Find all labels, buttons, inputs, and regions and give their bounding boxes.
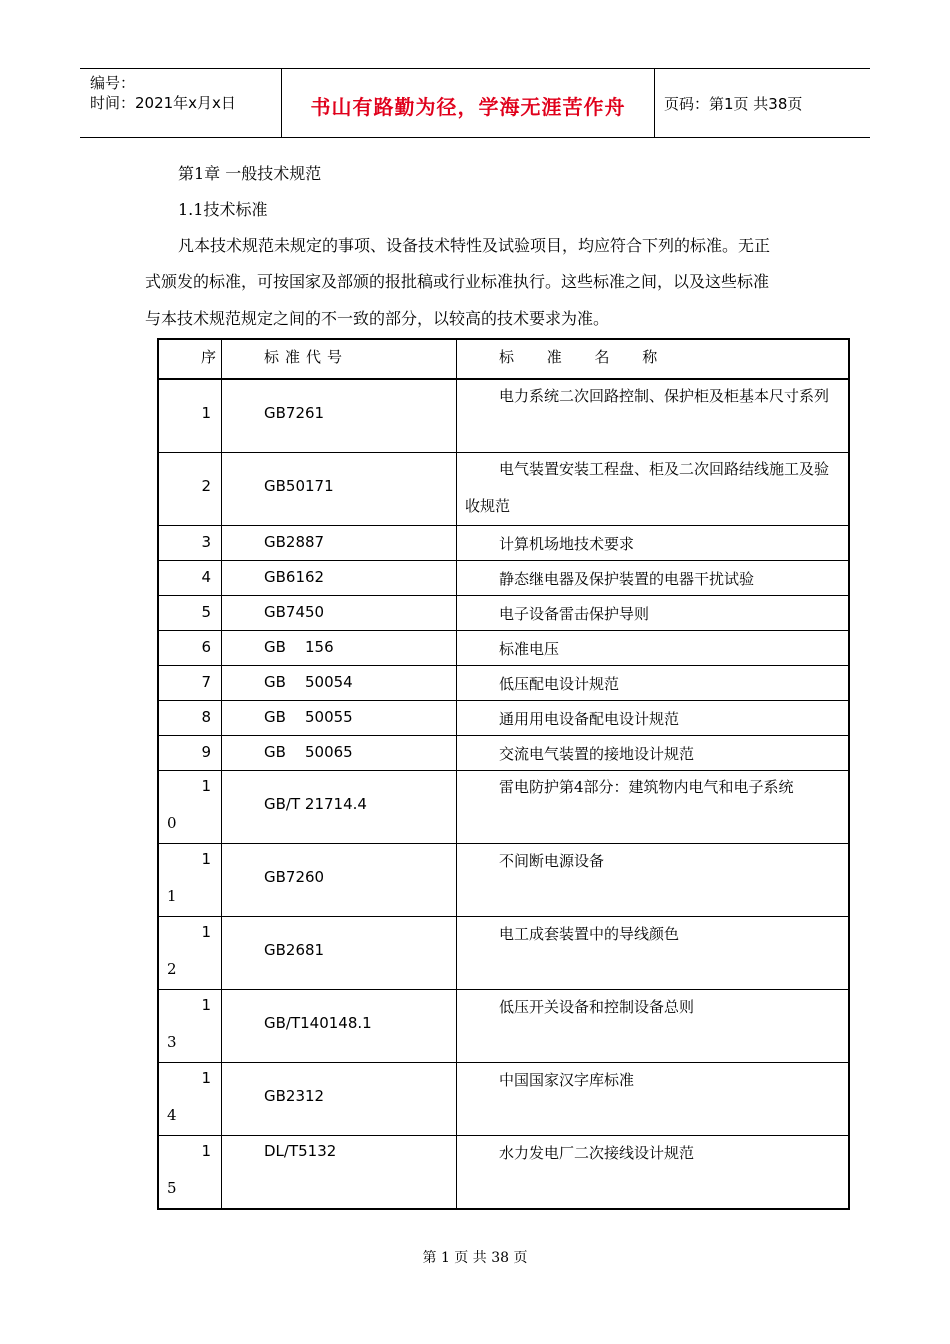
- table-row: [158, 1136, 849, 1210]
- standards-table: [157, 338, 850, 1210]
- row-number-cell: [158, 526, 222, 561]
- table-body: [158, 379, 849, 1209]
- standard-code: GB6162: [264, 568, 325, 586]
- table-row: [158, 453, 849, 526]
- row-code-cell: [222, 844, 457, 917]
- standard-name: 交流电气装置的接地设计规范: [499, 745, 695, 763]
- standard-name: 不间断电源设备: [499, 852, 605, 870]
- row-number-cell: [158, 631, 222, 666]
- row-name-cell: [457, 596, 850, 631]
- header-divider: [654, 69, 655, 137]
- time-label: 时间：2021年x月x日: [90, 94, 236, 112]
- row-code-cell: [222, 379, 457, 453]
- row-name-cell: [457, 917, 850, 990]
- standard-name: 电气装置安装工程盘、柜及二次回路结线施工及验收规范: [465, 460, 830, 515]
- row-number-wrap: 1: [167, 887, 177, 905]
- header-page-label: 页码：第1页 共38页: [664, 95, 803, 113]
- row-code-cell: [222, 736, 457, 771]
- row-code-cell: [222, 917, 457, 990]
- row-number: 1: [201, 777, 211, 795]
- standard-name: 雷电防护第4部分：建筑物内电气和电子系统: [499, 778, 794, 796]
- table-row: [158, 561, 849, 596]
- row-number-cell: [158, 1136, 222, 1210]
- table-row: [158, 666, 849, 701]
- chapter-title: 第1章 一般技术规范: [178, 164, 322, 183]
- row-number-wrap: 0: [167, 814, 177, 832]
- row-number: 4: [201, 568, 211, 586]
- table-row: [158, 596, 849, 631]
- row-number: 9: [201, 743, 211, 761]
- standard-code: GB 50065: [264, 743, 353, 761]
- row-number: 1: [201, 1069, 211, 1087]
- paragraph-line: 式颁发的标准，可按国家及部颁的报批稿或行业标准执行。这些标准之间，以及这些标准: [145, 272, 770, 291]
- row-code-cell: [222, 631, 457, 666]
- row-name-cell: [457, 666, 850, 701]
- standard-code: GB/T140148.1: [264, 1014, 372, 1032]
- standard-code: GB7260: [264, 868, 325, 886]
- standard-name: 电力系统二次回路控制、保护柜及柜基本尺寸系列: [499, 387, 830, 405]
- row-number: 6: [201, 638, 211, 656]
- row-number-cell: [158, 990, 222, 1063]
- standard-code: GB 50054: [264, 673, 353, 691]
- row-name-cell: [457, 453, 850, 526]
- row-name-cell: [457, 1136, 850, 1210]
- row-number-wrap: 5: [167, 1179, 177, 1197]
- table-row: [158, 736, 849, 771]
- header-motto: 书山有路勤为径，学海无涯苦作舟: [310, 95, 626, 119]
- standard-code: GB 156: [264, 638, 334, 656]
- row-code-cell: [222, 990, 457, 1063]
- row-name-cell: [457, 379, 850, 453]
- table-row: [158, 379, 849, 453]
- header-cell-code: 标准代号: [222, 339, 457, 379]
- table-row: [158, 917, 849, 990]
- row-number-cell: [158, 771, 222, 844]
- table-row: [158, 771, 849, 844]
- standard-code: GB/T 21714.4: [264, 795, 367, 813]
- row-code-cell: [222, 453, 457, 526]
- row-code-cell: [222, 1136, 457, 1210]
- header-meta: [90, 73, 236, 113]
- row-number-cell: [158, 596, 222, 631]
- row-number-wrap: 2: [167, 960, 177, 978]
- row-name-cell: [457, 701, 850, 736]
- row-number: 1: [201, 923, 211, 941]
- standard-name: 通用用电设备配电设计规范: [499, 710, 680, 728]
- standard-name: 低压开关设备和控制设备总则: [499, 998, 695, 1016]
- standard-name: 标准电压: [499, 640, 560, 658]
- number-label: 编号：: [90, 74, 136, 92]
- paragraph-line: 凡本技术规范未规定的事项、设备技术特性及试验项目，均应符合下列的标准。无正: [178, 236, 771, 255]
- row-code-cell: [222, 666, 457, 701]
- paragraph-line: 与本技术规范规定之间的不一致的部分，以较高的技术要求为准。: [145, 309, 610, 328]
- row-number: 2: [201, 477, 211, 495]
- row-number-cell: [158, 701, 222, 736]
- row-number: 1: [201, 850, 211, 868]
- header-cell-name: 标 准 名 称: [457, 339, 850, 379]
- row-code-cell: [222, 701, 457, 736]
- row-number: 5: [201, 603, 211, 621]
- row-number-cell: [158, 917, 222, 990]
- page-footer: 第 1 页 共 38 页: [422, 1250, 528, 1266]
- standard-name: 中国国家汉字库标准: [499, 1071, 635, 1089]
- table-row: [158, 990, 849, 1063]
- row-name-cell: [457, 561, 850, 596]
- page-header: [80, 68, 870, 138]
- standard-name: 电工成套装置中的导线颜色: [499, 925, 680, 943]
- row-number: 8: [201, 708, 211, 726]
- row-number: 7: [201, 673, 211, 691]
- table-row: [158, 844, 849, 917]
- row-code-cell: [222, 596, 457, 631]
- standard-code: GB7261: [264, 404, 325, 422]
- row-number-cell: [158, 453, 222, 526]
- standard-code: GB2681: [264, 941, 325, 959]
- section-title: 1.1技术标准: [178, 200, 268, 219]
- standard-name: 电子设备雷击保护导则: [499, 605, 650, 623]
- standard-name: 低压配电设计规范: [499, 675, 620, 693]
- header-cell-no: 序: [158, 339, 222, 379]
- row-name-cell: [457, 844, 850, 917]
- row-name-cell: [457, 990, 850, 1063]
- row-name-cell: [457, 771, 850, 844]
- standard-code: GB 50055: [264, 708, 353, 726]
- row-number-cell: [158, 561, 222, 596]
- standard-code: GB7450: [264, 603, 325, 621]
- row-number-cell: [158, 379, 222, 453]
- table-header-row: [158, 339, 849, 379]
- row-code-cell: [222, 1063, 457, 1136]
- row-number-wrap: 3: [167, 1033, 177, 1051]
- row-number-cell: [158, 736, 222, 771]
- row-name-cell: [457, 631, 850, 666]
- row-code-cell: [222, 771, 457, 844]
- standard-code: DL/T5132: [264, 1142, 337, 1160]
- standard-code: GB2887: [264, 533, 325, 551]
- row-name-cell: [457, 1063, 850, 1136]
- table-row: [158, 701, 849, 736]
- standard-code: GB50171: [264, 477, 334, 495]
- row-name-cell: [457, 526, 850, 561]
- row-number: 1: [201, 1142, 211, 1160]
- row-code-cell: [222, 526, 457, 561]
- standard-code: GB2312: [264, 1087, 325, 1105]
- row-number-cell: [158, 844, 222, 917]
- table-row: [158, 526, 849, 561]
- row-number: 1: [201, 404, 211, 422]
- standard-name: 水力发电厂二次接线设计规范: [499, 1144, 695, 1162]
- row-number-cell: [158, 1063, 222, 1136]
- table-row: [158, 631, 849, 666]
- row-number-wrap: 4: [167, 1106, 177, 1124]
- row-number-cell: [158, 666, 222, 701]
- standard-name: 静态继电器及保护装置的电器干扰试验: [499, 570, 755, 588]
- row-number: 1: [201, 996, 211, 1014]
- table-row: [158, 1063, 849, 1136]
- row-name-cell: [457, 736, 850, 771]
- row-code-cell: [222, 561, 457, 596]
- standard-name: 计算机场地技术要求: [499, 535, 635, 553]
- row-number: 3: [201, 533, 211, 551]
